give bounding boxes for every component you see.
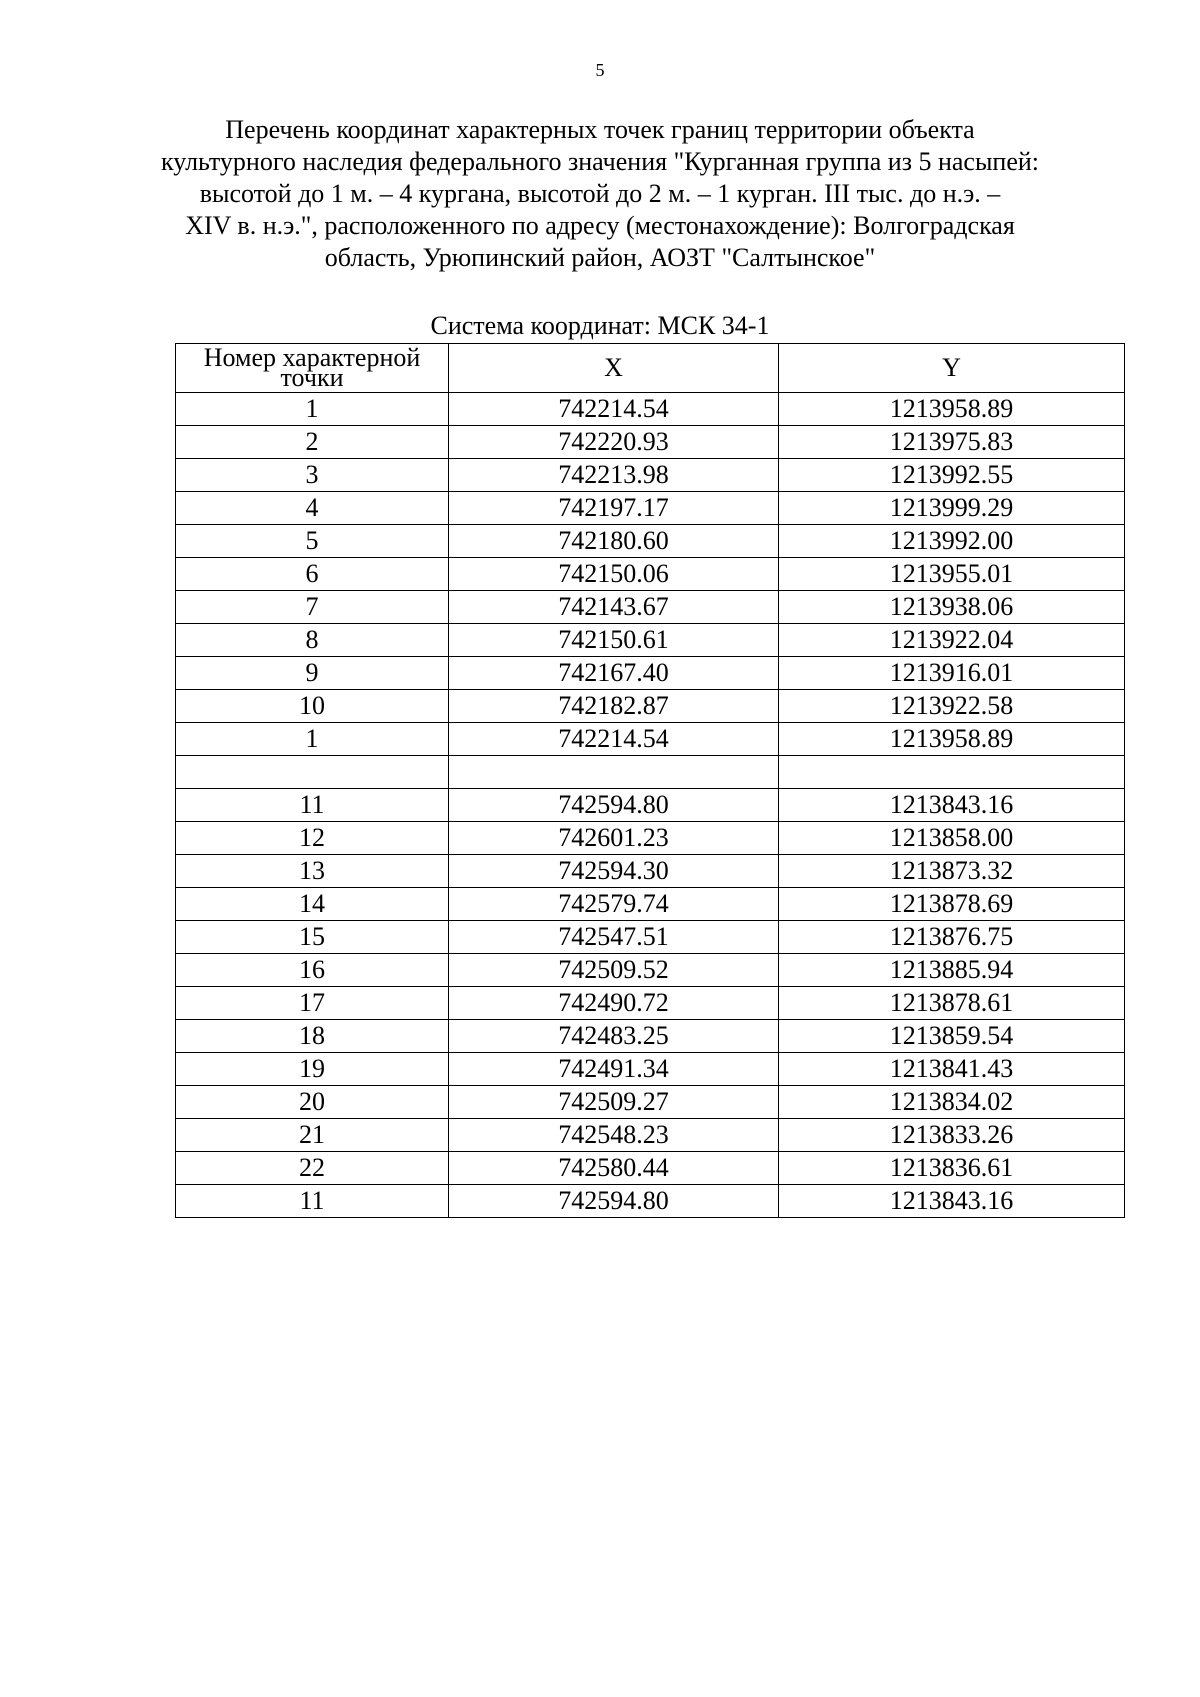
cell-y: 1213922.58	[779, 690, 1125, 723]
coordinate-system-caption: Система координат: МСК 34-1	[430, 311, 770, 340]
cell-point-number: 8	[176, 624, 449, 657]
table-row	[176, 1152, 1125, 1185]
cell-point-number: 1	[176, 393, 449, 426]
cell-point-number: 19	[176, 1053, 449, 1086]
cell-y: 1213885.94	[779, 954, 1125, 987]
table-row	[176, 558, 1125, 591]
cell-y: 1213833.26	[779, 1119, 1125, 1152]
cell-point-number: 16	[176, 954, 449, 987]
cell-point-number: 1	[176, 723, 449, 756]
cell-y: 1213958.89	[779, 723, 1125, 756]
table-body	[176, 393, 1125, 1218]
cell-x: 742214.54	[449, 393, 779, 426]
cell-point-number: 5	[176, 525, 449, 558]
cell-y: 1213958.89	[779, 393, 1125, 426]
cell-x: 742490.72	[449, 987, 779, 1020]
cell-y: 1213916.01	[779, 657, 1125, 690]
cell-point-number: 7	[176, 591, 449, 624]
cell-point-number	[176, 756, 449, 789]
table-row	[176, 1053, 1125, 1086]
cell-x: 742150.61	[449, 624, 779, 657]
cell-x: 742579.74	[449, 888, 779, 921]
cell-x: 742220.93	[449, 426, 779, 459]
cell-x: 742594.80	[449, 789, 779, 822]
cell-point-number: 2	[176, 426, 449, 459]
cell-y: 1213955.01	[779, 558, 1125, 591]
cell-y: 1213992.55	[779, 459, 1125, 492]
document-title	[150, 114, 1050, 274]
table-row	[176, 657, 1125, 690]
cell-point-number: 15	[176, 921, 449, 954]
table-header-row	[176, 344, 1125, 393]
cell-point-number: 14	[176, 888, 449, 921]
cell-point-number: 9	[176, 657, 449, 690]
cell-x: 742548.23	[449, 1119, 779, 1152]
table-row	[176, 459, 1125, 492]
cell-x: 742594.80	[449, 1185, 779, 1218]
cell-point-number: 10	[176, 690, 449, 723]
column-header-point-number: Номер характерной точки	[176, 344, 449, 393]
cell-x: 742197.17	[449, 492, 779, 525]
cell-x: 742483.25	[449, 1020, 779, 1053]
cell-y: 1213999.29	[779, 492, 1125, 525]
cell-x: 742182.87	[449, 690, 779, 723]
cell-x: 742180.60	[449, 525, 779, 558]
cell-y: 1213843.16	[779, 789, 1125, 822]
cell-x: 742491.34	[449, 1053, 779, 1086]
table-row	[176, 492, 1125, 525]
cell-point-number: 11	[176, 789, 449, 822]
table-row	[176, 888, 1125, 921]
cell-x: 742509.27	[449, 1086, 779, 1119]
cell-x: 742547.51	[449, 921, 779, 954]
cell-y: 1213878.61	[779, 987, 1125, 1020]
cell-y: 1213878.69	[779, 888, 1125, 921]
cell-point-number: 18	[176, 1020, 449, 1053]
cell-point-number: 6	[176, 558, 449, 591]
cell-x: 742601.23	[449, 822, 779, 855]
title-line: культурного наследия федерального значения "Курганная группа из 5 насыпей:	[160, 147, 1040, 176]
cell-x: 742167.40	[449, 657, 779, 690]
cell-x: 742509.52	[449, 954, 779, 987]
cell-point-number: 13	[176, 855, 449, 888]
cell-y: 1213841.43	[779, 1053, 1125, 1086]
cell-x	[449, 756, 779, 789]
cell-point-number: 17	[176, 987, 449, 1020]
cell-x: 742594.30	[449, 855, 779, 888]
table-row	[176, 393, 1125, 426]
cell-point-number: 4	[176, 492, 449, 525]
title-line: область, Урюпинский район, АОЗТ "Салтынское"	[324, 243, 876, 272]
table-row	[176, 1185, 1125, 1218]
title-line: Перечень координат характерных точек границ территории объекта	[225, 115, 975, 144]
cell-x: 742213.98	[449, 459, 779, 492]
cell-y: 1213975.83	[779, 426, 1125, 459]
cell-y: 1213876.75	[779, 921, 1125, 954]
cell-point-number: 11	[176, 1185, 449, 1218]
cell-y: 1213922.04	[779, 624, 1125, 657]
cell-y: 1213834.02	[779, 1086, 1125, 1119]
table-row	[176, 855, 1125, 888]
cell-point-number: 3	[176, 459, 449, 492]
table-row	[176, 756, 1125, 789]
cell-point-number: 12	[176, 822, 449, 855]
table-row	[176, 624, 1125, 657]
cell-y: 1213843.16	[779, 1185, 1125, 1218]
table-row	[176, 525, 1125, 558]
table-row	[176, 822, 1125, 855]
column-header-x: X	[449, 344, 779, 393]
cell-point-number: 22	[176, 1152, 449, 1185]
table-row	[176, 1119, 1125, 1152]
cell-y: 1213859.54	[779, 1020, 1125, 1053]
coordinates-table	[175, 343, 1125, 1218]
table-row	[176, 690, 1125, 723]
cell-y: 1213858.00	[779, 822, 1125, 855]
title-line: высотой до 1 м. – 4 кургана, высотой до 2 м. – 1 курган. III тыс. до н.э. –	[199, 179, 1001, 208]
table-row	[176, 1020, 1125, 1053]
cell-x: 742150.06	[449, 558, 779, 591]
cell-x: 742214.54	[449, 723, 779, 756]
table-row	[176, 954, 1125, 987]
table-row	[176, 987, 1125, 1020]
cell-y: 1213873.32	[779, 855, 1125, 888]
cell-x: 742580.44	[449, 1152, 779, 1185]
column-header-y: Y	[779, 344, 1125, 393]
cell-y: 1213992.00	[779, 525, 1125, 558]
cell-y: 1213836.61	[779, 1152, 1125, 1185]
cell-y: 1213938.06	[779, 591, 1125, 624]
table-row	[176, 1086, 1125, 1119]
cell-point-number: 21	[176, 1119, 449, 1152]
table-row	[176, 426, 1125, 459]
cell-point-number: 20	[176, 1086, 449, 1119]
table-row	[176, 723, 1125, 756]
cell-x: 742143.67	[449, 591, 779, 624]
cell-y	[779, 756, 1125, 789]
page-number: 5	[595, 60, 605, 80]
table-row	[176, 789, 1125, 822]
table-row	[176, 591, 1125, 624]
table-row	[176, 921, 1125, 954]
title-line: XIV в. н.э.", расположенного по адресу (местонахождение): Волгоградская	[185, 211, 1015, 240]
